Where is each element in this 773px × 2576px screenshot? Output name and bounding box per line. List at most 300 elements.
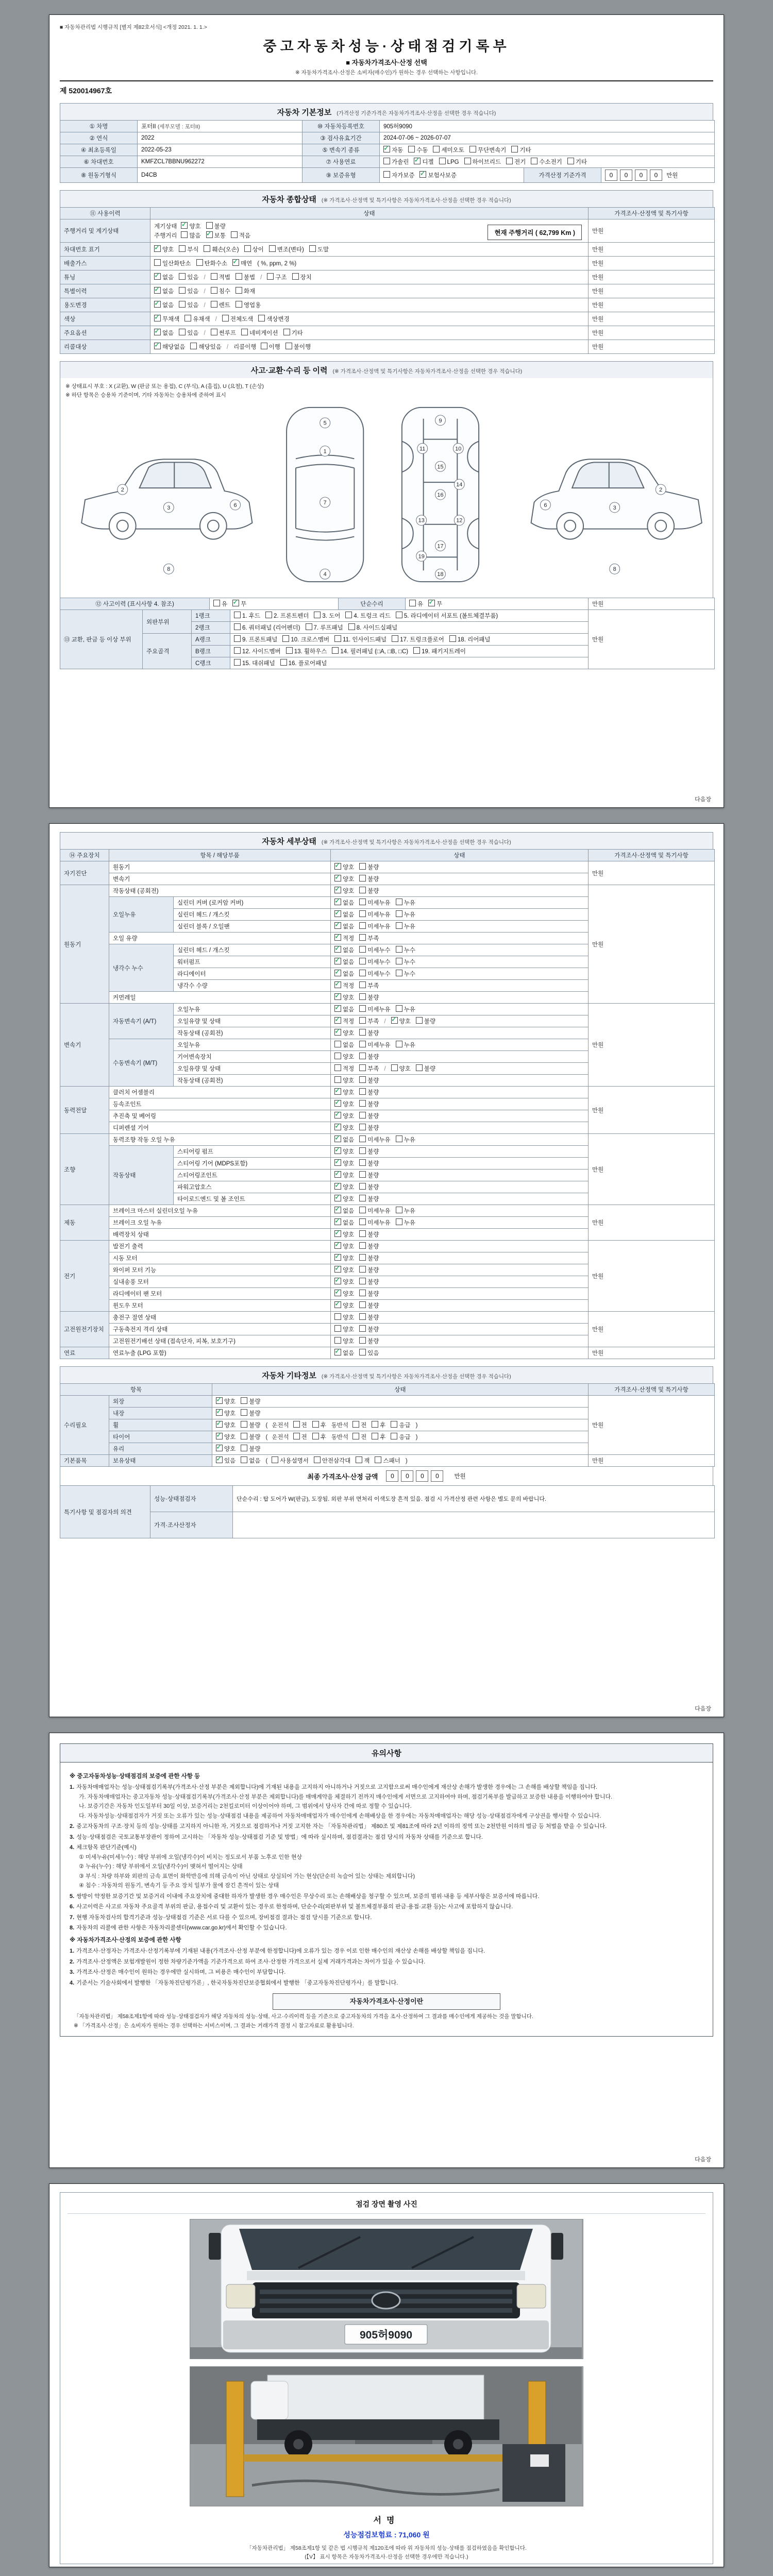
checkbox-icon[interactable] <box>439 158 446 164</box>
checkbox-icon[interactable] <box>352 1433 359 1439</box>
checkbox-icon[interactable] <box>396 1041 402 1047</box>
inspection-insurance-fee: 성능점검보험료 : 71,060 원 <box>343 2531 430 2539</box>
option-label: 불량 <box>367 1232 379 1238</box>
option-label: 썬루프 <box>219 330 236 336</box>
checkbox-icon[interactable] <box>359 1076 366 1083</box>
checkbox-icon[interactable] <box>359 863 366 870</box>
checkbox-icon[interactable] <box>356 1456 362 1463</box>
panel-number-badge <box>117 484 128 495</box>
svg-text:3: 3 <box>167 504 171 511</box>
svg-text:9: 9 <box>439 417 442 424</box>
item-label: 시동 모터 <box>109 1252 331 1264</box>
checkbox-option <box>359 922 390 930</box>
checkbox-option <box>293 1433 307 1441</box>
checkbox-checked-icon[interactable] <box>232 600 239 606</box>
checkbox-icon[interactable] <box>334 1313 341 1320</box>
checkbox-icon[interactable] <box>408 146 415 152</box>
checkbox-icon[interactable] <box>334 1053 341 1059</box>
checkbox-icon[interactable] <box>372 1421 378 1428</box>
checkbox-checked-icon[interactable] <box>334 899 341 905</box>
opinion-text-cell: 단순수리 : 탑 도어가 W(판금), 도장됨. 외판 부위 면처리 이색도장 흔적 있음. 점검 시 가격산정 관련 사항은 별도 문의 바랍니다. <box>233 1486 715 1512</box>
checkbox-icon[interactable] <box>359 1183 366 1190</box>
checkbox-option <box>334 1064 354 1073</box>
checkbox-checked-icon[interactable] <box>216 1433 223 1439</box>
checkbox-icon[interactable] <box>334 635 341 642</box>
checkbox-icon[interactable] <box>334 1325 341 1332</box>
checkbox-icon[interactable] <box>314 1456 321 1463</box>
checkbox-checked-icon[interactable] <box>334 1242 341 1249</box>
checkbox-icon[interactable] <box>506 158 513 164</box>
checkbox-icon[interactable] <box>359 1159 366 1166</box>
checkbox-checked-icon[interactable] <box>181 222 188 229</box>
checkbox-option <box>211 329 236 337</box>
checkbox-checked-icon[interactable] <box>334 910 341 917</box>
option-label: 양호 <box>162 247 174 253</box>
checkbox-checked-icon[interactable] <box>428 600 435 606</box>
checkbox-checked-icon[interactable] <box>334 1147 341 1154</box>
price-digit-box: 0 <box>605 170 617 181</box>
inspection-photos-title: 점검 장면 촬영 사진 <box>68 2197 705 2214</box>
checkbox-icon[interactable] <box>359 1218 366 1225</box>
checkbox-checked-icon[interactable] <box>383 146 390 152</box>
option-group-label: 리콜이행 <box>233 344 257 350</box>
checkbox-icon[interactable] <box>282 635 289 642</box>
basic-info-table <box>60 120 715 183</box>
checkbox-icon[interactable] <box>348 623 355 630</box>
checkbox-icon[interactable] <box>464 158 471 164</box>
checkbox-checked-icon[interactable] <box>334 1088 341 1095</box>
checkbox-icon[interactable] <box>241 1421 247 1428</box>
etc-row <box>60 1455 715 1467</box>
checkbox-icon[interactable] <box>396 922 402 929</box>
checkbox-icon[interactable] <box>396 1218 402 1225</box>
document-title: 중고자동차성능·상태점검기록부 <box>263 39 510 54</box>
checkbox-icon[interactable] <box>359 934 366 941</box>
option-label: 없음 <box>249 1458 261 1464</box>
checkbox-option <box>567 158 587 166</box>
checkbox-icon[interactable] <box>332 647 339 654</box>
checkbox-icon[interactable] <box>359 922 366 929</box>
checkbox-icon[interactable] <box>359 1136 366 1142</box>
notice-item-text: 가격조사·산정자는 가격조사·산정기록부에 기재된 내용(가격조사·산정 부분에 한정합니다)에 오류가 있는 경우 이로 인한 매수인의 재산상 손해를 배상할 책임을 집니다. <box>76 1948 485 1954</box>
checkbox-checked-icon[interactable] <box>154 329 161 335</box>
checkbox-option <box>216 1445 236 1453</box>
usage-item-label: 주행거리 및 계기상태 <box>60 219 150 243</box>
checkbox-checked-icon[interactable] <box>334 1254 341 1261</box>
checkbox-icon[interactable] <box>359 1325 366 1332</box>
checkbox-checked-icon[interactable] <box>334 1290 341 1296</box>
checkbox-icon[interactable] <box>236 273 242 280</box>
checkbox-option <box>413 647 466 655</box>
notice-item <box>70 1833 703 1842</box>
checkbox-icon[interactable] <box>396 910 402 917</box>
checkbox-icon[interactable] <box>241 1456 247 1463</box>
checkbox-checked-icon[interactable] <box>154 343 161 349</box>
checkbox-checked-icon[interactable] <box>154 287 161 294</box>
checkbox-icon[interactable] <box>396 946 402 953</box>
checkbox-icon[interactable] <box>359 1207 366 1213</box>
checkbox-checked-icon[interactable] <box>334 1171 341 1178</box>
checkbox-checked-icon[interactable] <box>334 1266 341 1273</box>
checkbox-checked-icon[interactable] <box>216 1409 223 1416</box>
checkbox-icon[interactable] <box>359 1337 366 1344</box>
notices-section1-title: ※ 중고자동차성능·상태점검의 보증에 관한 사항 등 <box>70 1773 200 1780</box>
checkbox-icon[interactable] <box>359 1254 366 1261</box>
checkbox-icon[interactable] <box>309 245 316 252</box>
checkbox-icon[interactable] <box>179 273 186 280</box>
checkbox-icon[interactable] <box>293 1433 300 1439</box>
detail-header-row <box>60 850 715 861</box>
notice-item <box>70 1979 703 1988</box>
first-registration-label: ④ 최초등록일 <box>60 144 138 156</box>
checkbox-icon[interactable] <box>359 1088 366 1095</box>
checkbox-icon[interactable] <box>280 659 287 666</box>
checkbox-icon[interactable] <box>359 1290 366 1296</box>
checkbox-icon[interactable] <box>312 1421 319 1428</box>
checkbox-icon[interactable] <box>359 1029 366 1036</box>
checkbox-icon[interactable] <box>383 158 390 164</box>
checkbox-icon[interactable] <box>244 245 251 252</box>
price-estimate-cell: 만원 <box>589 598 715 610</box>
checkbox-checked-icon[interactable] <box>391 1017 398 1024</box>
checkbox-icon[interactable] <box>261 343 267 349</box>
checkbox-icon[interactable] <box>241 1397 247 1404</box>
checkbox-icon[interactable] <box>234 623 241 630</box>
option-label: 없음 <box>162 302 174 309</box>
checkbox-checked-icon[interactable] <box>334 934 341 941</box>
detail-row <box>60 1134 715 1146</box>
notice-item-number: 1. <box>70 1784 75 1791</box>
checkbox-icon[interactable] <box>359 1064 366 1071</box>
detail-row <box>60 885 715 897</box>
checkbox-icon[interactable] <box>359 1349 366 1355</box>
checkbox-checked-icon[interactable] <box>216 1445 223 1451</box>
checkbox-icon[interactable] <box>359 1266 366 1273</box>
checkbox-icon[interactable] <box>345 612 352 618</box>
checkbox-checked-icon[interactable] <box>334 1136 341 1142</box>
checkbox-icon[interactable] <box>359 981 366 988</box>
device-label: 변속기 <box>60 1004 109 1087</box>
state-options-line <box>154 329 584 337</box>
checkbox-icon[interactable] <box>359 1041 366 1047</box>
checkbox-checked-icon[interactable] <box>334 1349 341 1355</box>
option-label: 자가보증 <box>392 173 415 179</box>
option-label: 자동 <box>392 147 404 154</box>
checkbox-icon[interactable] <box>314 612 321 618</box>
state-options-cell <box>331 1087 589 1098</box>
checkbox-icon[interactable] <box>231 231 238 238</box>
checkbox-icon[interactable] <box>258 315 265 321</box>
checkbox-icon[interactable] <box>359 1112 366 1118</box>
option-label: 없음 <box>162 330 174 336</box>
checkbox-checked-icon[interactable] <box>154 273 161 280</box>
item-label: 실린더 헤드 / 개스킷 <box>174 909 331 921</box>
warranty-type-label: ⑨ 보증유형 <box>303 168 380 183</box>
checkbox-icon[interactable] <box>283 329 290 335</box>
checkbox-option <box>258 315 289 323</box>
checkbox-icon[interactable] <box>409 600 416 606</box>
checkbox-icon[interactable] <box>359 887 366 893</box>
checkbox-icon[interactable] <box>372 1433 378 1439</box>
checkbox-checked-icon[interactable] <box>334 958 341 964</box>
checkbox-icon[interactable] <box>352 1421 359 1428</box>
checkbox-icon[interactable] <box>359 899 366 905</box>
checkbox-icon[interactable] <box>241 1409 247 1416</box>
checkbox-icon[interactable] <box>359 1171 366 1178</box>
checkbox-checked-icon[interactable] <box>414 158 421 164</box>
option-label: 불법 <box>243 275 256 281</box>
checkbox-checked-icon[interactable] <box>334 993 341 1000</box>
checkbox-option <box>359 887 379 895</box>
checkbox-checked-icon[interactable] <box>206 231 213 238</box>
checkbox-checked-icon[interactable] <box>334 1005 341 1012</box>
checkbox-icon[interactable] <box>334 1064 341 1071</box>
page-1 <box>49 14 724 808</box>
checkbox-icon[interactable] <box>359 1147 366 1154</box>
checkbox-icon[interactable] <box>292 273 299 280</box>
checkbox-icon[interactable] <box>272 1456 278 1463</box>
checkbox-checked-icon[interactable] <box>154 245 161 252</box>
checkbox-icon[interactable] <box>359 1242 366 1249</box>
checkbox-checked-icon[interactable] <box>334 970 341 976</box>
checkbox-icon[interactable] <box>285 343 292 349</box>
checkbox-icon[interactable] <box>211 301 217 308</box>
state-options-cell <box>331 1193 589 1205</box>
checkbox-icon[interactable] <box>204 245 210 252</box>
checkbox-checked-icon[interactable] <box>334 1029 341 1036</box>
option-label: 있음 <box>187 289 199 295</box>
option-label: 불량 <box>367 1244 379 1250</box>
checkbox-icon[interactable] <box>359 946 366 953</box>
price-survey-select-label: ■ 자동차가격조사·산정 선택 <box>346 59 427 66</box>
checkbox-icon[interactable] <box>241 1445 247 1451</box>
checkbox-icon[interactable] <box>179 287 186 294</box>
checkbox-icon[interactable] <box>359 875 366 882</box>
notice-item-number: 4. <box>70 1844 75 1851</box>
checkbox-icon[interactable] <box>392 635 398 642</box>
checkbox-checked-icon[interactable] <box>232 259 239 266</box>
checkbox-icon[interactable] <box>511 146 518 152</box>
svg-text:16: 16 <box>437 492 444 499</box>
checkbox-icon[interactable] <box>154 259 161 266</box>
checkbox-icon[interactable] <box>206 222 213 229</box>
price-estimate-cell: 만원 <box>589 257 715 270</box>
price-estimate-cell: 만원 <box>589 340 715 354</box>
checkbox-checked-icon[interactable] <box>334 946 341 953</box>
checkbox-option <box>359 899 390 907</box>
checkbox-icon[interactable] <box>416 1064 423 1071</box>
checkbox-icon[interactable] <box>234 612 241 618</box>
checkbox-icon[interactable] <box>359 1230 366 1237</box>
option-label: 적정 <box>343 983 355 989</box>
checkbox-checked-icon[interactable] <box>334 875 341 882</box>
panel-number-badge <box>320 497 330 507</box>
checkbox-icon[interactable] <box>359 958 366 964</box>
checkbox-icon[interactable] <box>334 1076 341 1083</box>
checkbox-icon[interactable] <box>306 623 312 630</box>
checkbox-icon[interactable] <box>433 146 440 152</box>
checkbox-icon[interactable] <box>391 1421 397 1428</box>
checkbox-checked-icon[interactable] <box>419 171 426 178</box>
item-label: 브레이크 오일 누유 <box>109 1217 331 1229</box>
option-label: 무 <box>436 601 443 607</box>
option-label: 불량 <box>367 1291 379 1297</box>
checkbox-icon[interactable] <box>359 970 366 976</box>
signature-legal-line-1: 「자동차관리법」 제58조제1항 및 같은 법 시행규칙 제120조에 따라 위 자동차의 성능·상태를 점검하였음을 확인합니다. <box>246 2545 527 2551</box>
checkbox-option <box>359 1207 390 1215</box>
checkbox-icon[interactable] <box>359 910 366 917</box>
checkbox-checked-icon[interactable] <box>334 1159 341 1166</box>
option-label: 부족 <box>367 1019 379 1025</box>
panel-number-badge <box>435 541 446 551</box>
checkbox-checked-icon[interactable] <box>334 922 341 929</box>
checkbox-checked-icon[interactable] <box>334 1301 341 1308</box>
state-options-cell <box>331 1004 589 1015</box>
usage-history-row <box>60 270 715 284</box>
checkbox-icon[interactable] <box>396 970 402 976</box>
checkbox-icon[interactable] <box>359 1195 366 1201</box>
checkbox-option <box>439 158 459 165</box>
checkbox-checked-icon[interactable] <box>334 1195 341 1201</box>
checkbox-icon[interactable] <box>396 1005 402 1012</box>
checkbox-icon[interactable] <box>396 1136 402 1142</box>
checkbox-checked-icon[interactable] <box>154 301 161 308</box>
checkbox-checked-icon[interactable] <box>216 1421 223 1428</box>
checkbox-icon[interactable] <box>359 1005 366 1012</box>
checkbox-checked-icon[interactable] <box>154 315 161 321</box>
checkbox-icon[interactable] <box>383 171 390 178</box>
checkbox-checked-icon[interactable] <box>216 1456 223 1463</box>
checkbox-icon[interactable] <box>469 146 476 152</box>
checkbox-icon[interactable] <box>269 245 276 252</box>
checkbox-checked-icon[interactable] <box>334 1112 341 1118</box>
option-label: 양호 <box>224 1434 236 1440</box>
checkbox-icon[interactable] <box>359 1017 366 1024</box>
checkbox-icon[interactable] <box>312 1433 319 1439</box>
checkbox-icon[interactable] <box>222 315 229 321</box>
checkbox-icon[interactable] <box>396 958 402 964</box>
checkbox-icon[interactable] <box>359 1100 366 1107</box>
item-label: 등속조인트 <box>109 1098 331 1110</box>
option-label: 1. 후드 <box>242 613 261 619</box>
checkbox-option <box>334 1254 354 1262</box>
state-options-cell <box>331 861 589 873</box>
checkbox-icon[interactable] <box>359 1301 366 1308</box>
checkbox-icon[interactable] <box>359 1313 366 1320</box>
checkbox-checked-icon[interactable] <box>334 887 341 893</box>
item-label: 발전기 출력 <box>109 1241 331 1252</box>
option-label: 양호 <box>224 1411 236 1417</box>
accident-history-options <box>210 598 339 610</box>
checkbox-icon[interactable] <box>179 329 186 335</box>
checkbox-icon[interactable] <box>413 647 420 654</box>
checkbox-icon[interactable] <box>396 612 402 618</box>
checkbox-icon[interactable] <box>234 635 241 642</box>
checkbox-icon[interactable] <box>190 343 197 349</box>
checkbox-icon[interactable] <box>449 635 456 642</box>
checkbox-checked-icon[interactable] <box>334 1124 341 1130</box>
checkbox-icon[interactable] <box>359 1124 366 1130</box>
panel-number-badge <box>454 515 464 526</box>
checkbox-option <box>383 158 409 166</box>
checkbox-option <box>334 1124 354 1132</box>
checkbox-option <box>359 993 379 1002</box>
checkbox-icon[interactable] <box>531 158 537 164</box>
checkbox-icon[interactable] <box>334 1337 341 1344</box>
checkbox-icon[interactable] <box>211 329 217 335</box>
checkbox-checked-icon[interactable] <box>334 981 341 988</box>
checkbox-icon[interactable] <box>286 647 293 654</box>
checkbox-icon[interactable] <box>359 993 366 1000</box>
option-label: 불량 <box>367 1113 379 1120</box>
checkbox-checked-icon[interactable] <box>334 1100 341 1107</box>
checkbox-icon[interactable] <box>391 1433 397 1439</box>
checkbox-icon[interactable] <box>359 1053 366 1059</box>
opinion-text-cell <box>233 1512 715 1538</box>
checkbox-checked-icon[interactable] <box>334 863 341 870</box>
checkbox-icon[interactable] <box>184 315 191 321</box>
checkbox-icon[interactable] <box>359 1278 366 1284</box>
checkbox-option <box>154 343 185 351</box>
checkbox-icon[interactable] <box>236 301 242 308</box>
checkbox-option <box>359 1254 379 1262</box>
checkbox-checked-icon[interactable] <box>334 1183 341 1190</box>
checkbox-icon[interactable] <box>375 1456 381 1463</box>
state-options-cell <box>331 1217 589 1229</box>
checkbox-checked-icon[interactable] <box>334 1278 341 1284</box>
checkbox-icon[interactable] <box>241 1433 247 1439</box>
option-label: 무채색 <box>162 316 180 323</box>
checkbox-option <box>334 1290 354 1298</box>
checkbox-checked-icon[interactable] <box>334 1017 341 1024</box>
option-label: 불량 <box>367 888 379 894</box>
checkbox-icon[interactable] <box>179 245 186 252</box>
notice-item-number: 5. <box>70 1893 75 1900</box>
checkbox-checked-icon[interactable] <box>334 1218 341 1225</box>
option-label: 미세누유 <box>367 1137 391 1143</box>
checkbox-option <box>216 1397 236 1405</box>
checkbox-icon[interactable] <box>179 301 186 308</box>
checkbox-checked-icon[interactable] <box>216 1397 223 1404</box>
checkbox-icon[interactable] <box>241 329 248 335</box>
checkbox-icon[interactable] <box>391 1064 398 1071</box>
checkbox-icon[interactable] <box>211 273 217 280</box>
checkbox-icon[interactable] <box>293 1421 300 1428</box>
checkbox-icon[interactable] <box>567 158 574 164</box>
checkbox-checked-icon[interactable] <box>334 1230 341 1237</box>
checkbox-checked-icon[interactable] <box>334 1207 341 1213</box>
checkbox-icon[interactable] <box>211 287 217 294</box>
checkbox-icon[interactable] <box>213 600 220 606</box>
checkbox-option <box>359 1218 390 1227</box>
checkbox-option <box>396 1207 415 1215</box>
checkbox-option <box>334 1183 354 1191</box>
usage-item-label: 튜닝 <box>60 270 150 284</box>
checkbox-icon[interactable] <box>396 899 402 905</box>
checkbox-option <box>204 245 239 253</box>
checkbox-icon[interactable] <box>234 659 241 666</box>
checkbox-icon[interactable] <box>181 231 188 238</box>
checkbox-icon[interactable] <box>265 612 272 618</box>
checkbox-icon[interactable] <box>234 647 241 654</box>
checkbox-icon[interactable] <box>416 1017 423 1024</box>
checkbox-icon[interactable] <box>196 259 203 266</box>
item-label: 와이퍼 모터 기능 <box>109 1264 331 1276</box>
checkbox-icon[interactable] <box>267 273 274 280</box>
checkbox-icon[interactable] <box>236 287 242 294</box>
checkbox-icon[interactable] <box>396 1207 402 1213</box>
checkbox-icon[interactable] <box>334 1041 341 1047</box>
